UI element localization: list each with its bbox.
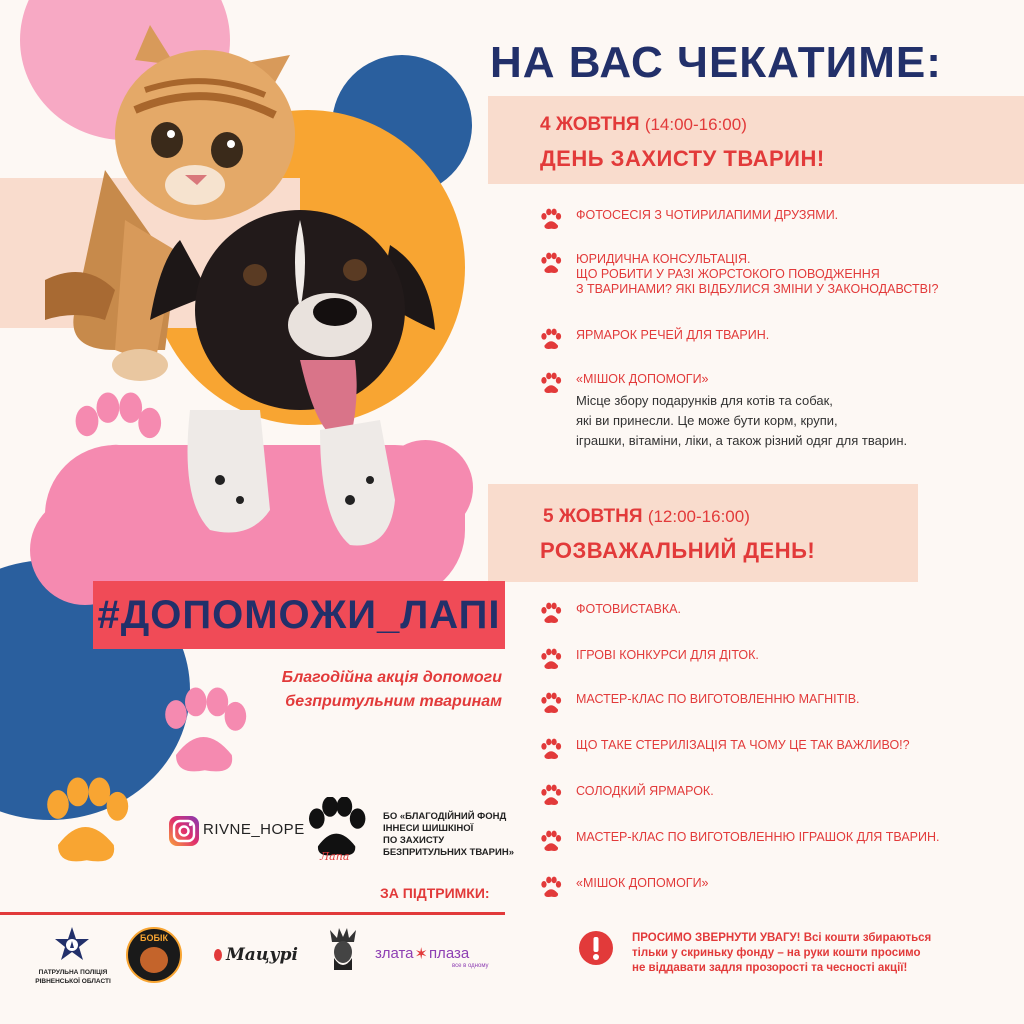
desc-line: іграшки, вітаміни, ліки, а також різний одяг для тварин. — [576, 433, 908, 448]
item-text: МАСТЕР-КЛАС ПО ВИГОТОВЛЕННЮ ІГРАШОК ДЛЯ ТВАРИН. — [576, 830, 940, 844]
list-item — [540, 372, 907, 451]
item-text: СОЛОДКИЙ ЯРМАРОК. — [576, 784, 714, 798]
list-item — [540, 252, 938, 297]
list-item — [540, 208, 838, 230]
paw-icon — [540, 830, 562, 852]
list-item — [540, 692, 860, 714]
day1-date — [540, 114, 747, 136]
desc-line: які ви принесли. Це може бути корм, крупи, — [576, 413, 838, 428]
page-title: НА ВАС ЧЕКАТИМЕ: — [490, 38, 942, 87]
paw-icon — [540, 876, 562, 898]
item-text: ФОТОВИСТАВКА. — [576, 602, 681, 616]
paw-icon — [540, 328, 562, 350]
zlata-label: злата — [375, 945, 414, 962]
day1-date-text: 4 ЖОВТНЯ — [540, 114, 640, 135]
fund-line: ПО ЗАХИСТУ — [383, 835, 445, 846]
campaign-subtitle — [250, 666, 502, 714]
day2-date — [543, 506, 750, 528]
fund-line: ІННЕСИ ШИШКІНОЇ — [383, 823, 474, 834]
list-item — [540, 738, 910, 760]
item-line: «МІШОК ДОПОМОГИ» — [576, 372, 709, 386]
notice-line: тільки у скриньку фонду – на руки кошти просимо — [632, 947, 921, 959]
police-line: ПАТРУЛЬНА ПОЛІЦІЯ — [38, 969, 108, 976]
dog-face-icon — [140, 947, 168, 973]
sponsors-divider — [0, 912, 505, 915]
desc-line: Місце збору подарунків для котів та собак, — [576, 393, 833, 408]
zlata-plaza-logo — [375, 944, 469, 963]
list-item — [540, 876, 709, 898]
day2-time: (12:00-16:00) — [647, 507, 750, 526]
day2-date-text: 5 ЖОВТНЯ — [543, 506, 643, 527]
fund-line: БЕЗПРИТУЛЬНИХ ТВАРИН» — [383, 847, 514, 858]
notice-line: ПРОСИМО ЗВЕРНУТИ УВАГУ! Всі кошти збираються — [632, 932, 932, 944]
fund-logo-text: Лапа — [320, 850, 350, 863]
bobik-label: БОБІК — [140, 933, 168, 943]
sponsors-label: ЗА ПІДТРИМКИ: — [380, 885, 490, 901]
puppy-illustration — [150, 200, 450, 580]
matsuri-logo — [214, 935, 298, 975]
item-description — [576, 391, 907, 451]
day2-header-band — [488, 484, 918, 582]
star-icon: ✶ — [414, 944, 428, 963]
paw-decoration-pink-2 — [158, 685, 248, 780]
item-line: ЮРИДИЧНА КОНСУЛЬТАЦІЯ. — [576, 252, 751, 266]
plaza-label: плаза — [428, 945, 470, 962]
item-text: «МІШОК ДОПОМОГИ» — [576, 876, 709, 890]
police-caption — [28, 968, 118, 986]
item-text — [576, 252, 938, 297]
paw-icon — [540, 602, 562, 624]
police-line: РІВНЕНСЬКОЇ ОБЛАСТІ — [35, 978, 111, 985]
list-item — [540, 602, 681, 624]
fund-paw-logo — [303, 797, 369, 857]
item-text: ЯРМАРОК РЕЧЕЙ ДЛЯ ТВАРИН. — [576, 328, 770, 342]
matsuri-dot-icon — [214, 949, 222, 961]
paw-icon — [540, 738, 562, 760]
item-text: ЩО ТАКЕ СТЕРИЛІЗАЦІЯ ТА ЧОМУ ЦЕ ТАК ВАЖЛИВО!? — [576, 738, 910, 752]
item-text — [576, 372, 907, 451]
item-text: ІГРОВІ КОНКУРСИ ДЛЯ ДІТОК. — [576, 648, 759, 662]
paw-icon — [540, 784, 562, 806]
list-item — [540, 830, 940, 852]
item-text: МАСТЕР-КЛАС ПО ВИГОТОВЛЕННЮ МАГНІТІВ. — [576, 692, 860, 706]
paw-decoration-orange — [40, 775, 130, 870]
fund-name — [383, 811, 514, 859]
item-text: ФОТОСЕСІЯ З ЧОТИРИЛАПИМИ ДРУЗЯМИ. — [576, 208, 839, 222]
paw-icon — [540, 252, 562, 274]
day1-title: ДЕНЬ ЗАХИСТУ ТВАРИН! — [540, 146, 825, 171]
sponsor-native-head-icon — [328, 928, 358, 972]
item-line: ЩО РОБИТИ У РАЗІ ЖОРСТОКОГО ПОВОДЖЕННЯ — [576, 267, 880, 281]
matsuri-label: Мацурі — [225, 945, 298, 965]
paw-icon — [540, 692, 562, 714]
instagram-icon[interactable] — [168, 815, 200, 847]
fund-line: БО «БЛАГОДІЙНИЙ ФОНД — [383, 811, 507, 822]
paw-icon — [540, 208, 562, 230]
police-emblem-icon — [52, 925, 92, 965]
paw-decoration-pink-1 — [68, 390, 163, 490]
bobik-logo — [126, 927, 182, 983]
hashtag-banner: #ДОПОМОЖИ_ЛАПІ — [93, 581, 505, 649]
subtitle-line: безпритульним тваринам — [285, 693, 502, 710]
notice-line: не віддавати задля прозорості та чесності акції! — [632, 962, 908, 974]
day2-title: РОЗВАЖАЛЬНИЙ ДЕНЬ! — [540, 538, 816, 563]
list-item — [540, 648, 759, 670]
zlata-tagline: все в одному — [452, 963, 489, 969]
list-item — [540, 328, 769, 350]
day1-time: (14:00-16:00) — [644, 115, 747, 134]
notice-text — [632, 931, 931, 976]
paw-icon — [540, 648, 562, 670]
list-item — [540, 784, 714, 806]
subtitle-line: Благодійна акція допомоги — [281, 669, 502, 686]
instagram-handle[interactable]: RIVNE_HOPE — [203, 821, 305, 838]
paw-icon — [540, 372, 562, 394]
item-line: З ТВАРИНАМИ? ЯКІ ВІДБУЛИСЯ ЗМІНИ У ЗАКОНОДАВСТВІ? — [576, 282, 939, 296]
warning-icon — [578, 930, 614, 966]
